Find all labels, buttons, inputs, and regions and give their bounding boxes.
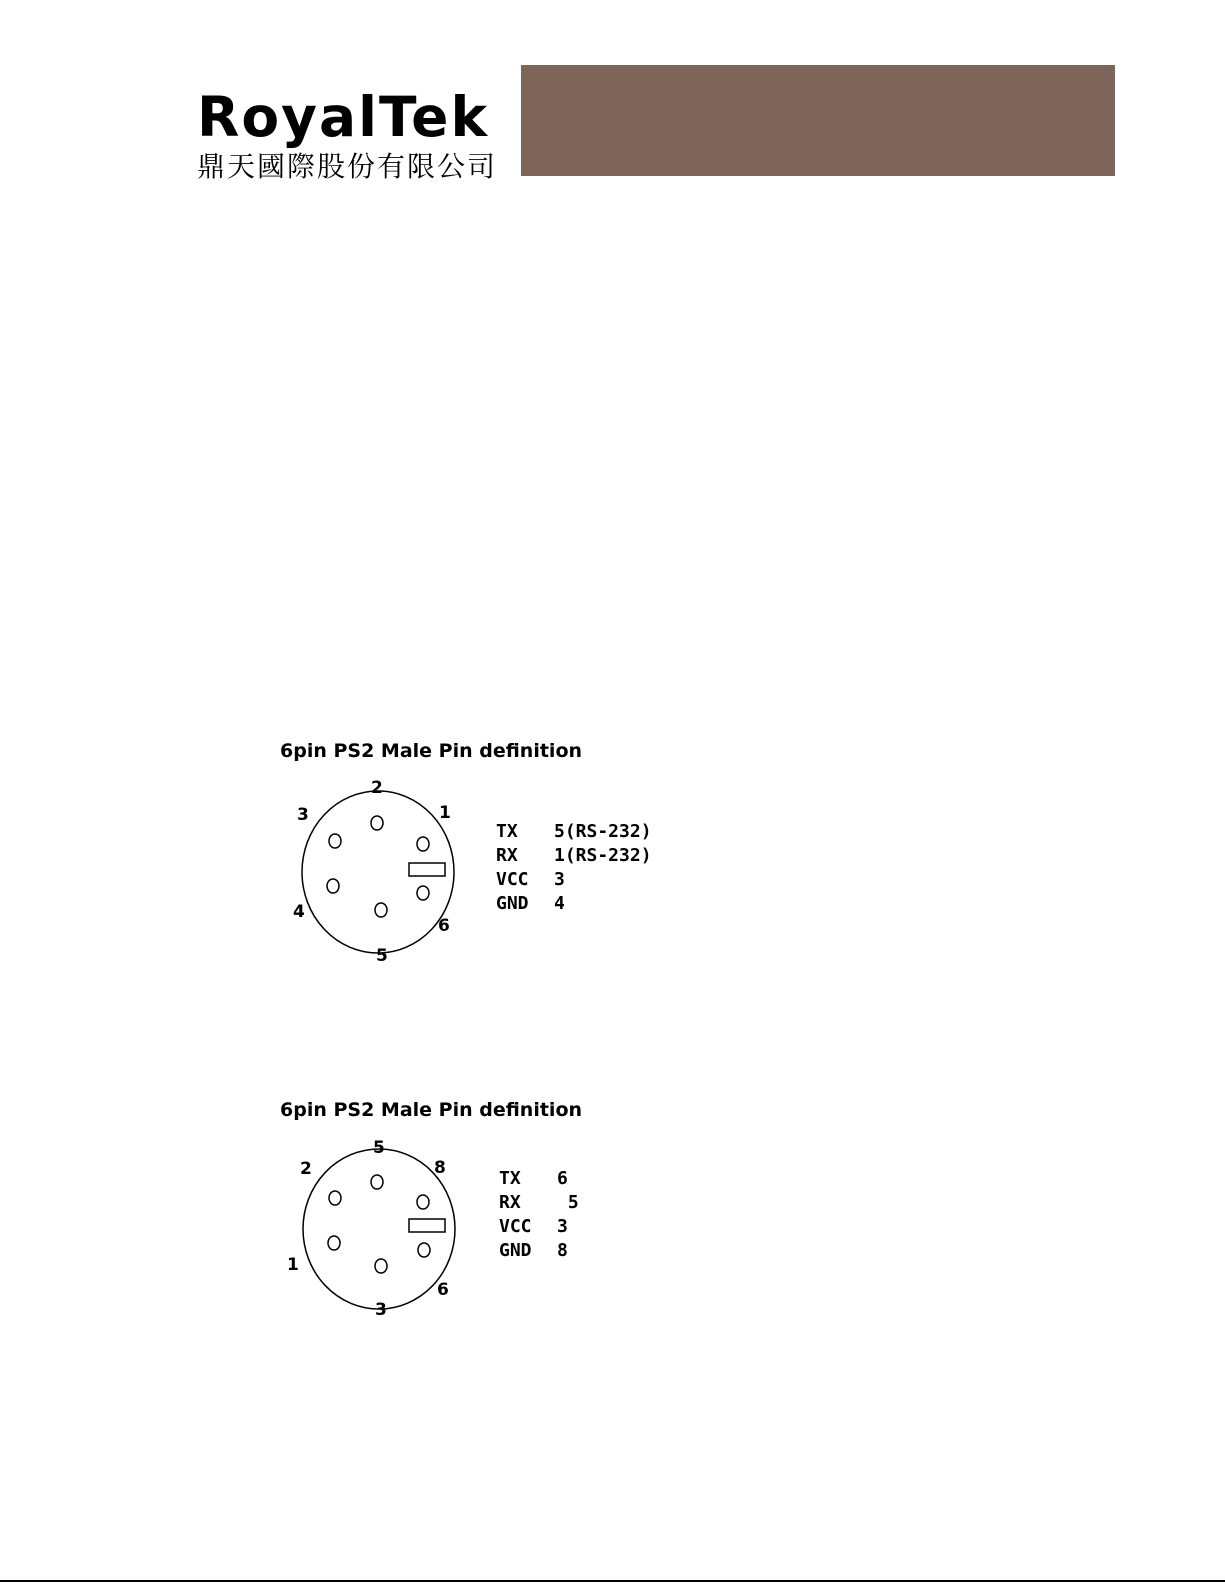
signal-pin: 1(RS-232) <box>554 845 652 866</box>
figure-title: 6pin PS2 Male Pin definition <box>280 740 583 762</box>
pin-label-lower-right: 6 <box>437 1280 449 1300</box>
pin-hole <box>417 886 429 900</box>
pin-label-upper-left: 3 <box>297 805 309 825</box>
signal-row <box>499 1191 579 1215</box>
pin-label-lower-left: 1 <box>287 1255 299 1275</box>
signal-name: RX <box>499 1192 521 1213</box>
signal-name: VCC <box>499 1216 532 1237</box>
signal-pin: 6 <box>557 1168 568 1189</box>
signal-pin: 8 <box>557 1240 568 1261</box>
footer-rule <box>0 1580 1225 1582</box>
pin-hole <box>417 1195 429 1209</box>
pin-hole <box>418 1243 430 1257</box>
pin-label-bottom: 3 <box>375 1300 387 1320</box>
figure-title: 6pin PS2 Male Pin definition <box>280 1099 583 1121</box>
connector-outline <box>302 791 454 953</box>
pin-hole <box>329 834 341 848</box>
header-color-band <box>521 65 1115 176</box>
pin-hole <box>375 903 387 917</box>
pin-label-lower-right: 6 <box>438 916 450 936</box>
signal-name: GND <box>496 893 529 914</box>
signal-row <box>496 820 652 844</box>
key-notch <box>409 863 445 876</box>
company-logo-wordmark: RoyalTek <box>197 85 490 149</box>
signal-pin: 3 <box>554 869 565 890</box>
pin-hole <box>371 816 383 830</box>
signal-name: TX <box>499 1168 521 1189</box>
connector-outline <box>303 1149 455 1309</box>
signal-table <box>499 1167 579 1263</box>
company-chinese-name: 鼎天國際股份有限公司 <box>197 150 498 183</box>
pin-hole <box>328 1236 340 1250</box>
pin-label-bottom: 5 <box>376 946 388 966</box>
signal-row <box>499 1239 579 1263</box>
signal-row <box>496 844 652 868</box>
pin-label-upper-left: 2 <box>300 1159 312 1179</box>
key-notch <box>409 1219 445 1232</box>
pin-label-top: 2 <box>371 778 383 798</box>
signal-name: GND <box>499 1240 532 1261</box>
pin-hole <box>329 1191 341 1205</box>
pin-label-upper-right: 8 <box>434 1158 446 1178</box>
pin-hole <box>371 1175 383 1189</box>
pin-hole <box>327 879 339 893</box>
signal-row <box>496 868 652 892</box>
pin-hole <box>375 1259 387 1273</box>
pin-label-lower-left: 4 <box>293 902 305 922</box>
pin-label-upper-right: 1 <box>439 803 451 823</box>
signal-row <box>499 1167 579 1191</box>
pin-label-top: 5 <box>373 1138 385 1158</box>
pin-hole <box>417 837 429 851</box>
signal-pin: 3 <box>557 1216 568 1237</box>
signal-name: TX <box>496 821 518 842</box>
signal-name: RX <box>496 845 518 866</box>
signal-pin: 4 <box>554 893 565 914</box>
signal-pin: 5 <box>557 1192 579 1213</box>
signal-row <box>496 892 652 916</box>
signal-row <box>499 1215 579 1239</box>
signal-name: VCC <box>496 869 529 890</box>
signal-pin: 5(RS-232) <box>554 821 652 842</box>
signal-table <box>496 820 652 916</box>
